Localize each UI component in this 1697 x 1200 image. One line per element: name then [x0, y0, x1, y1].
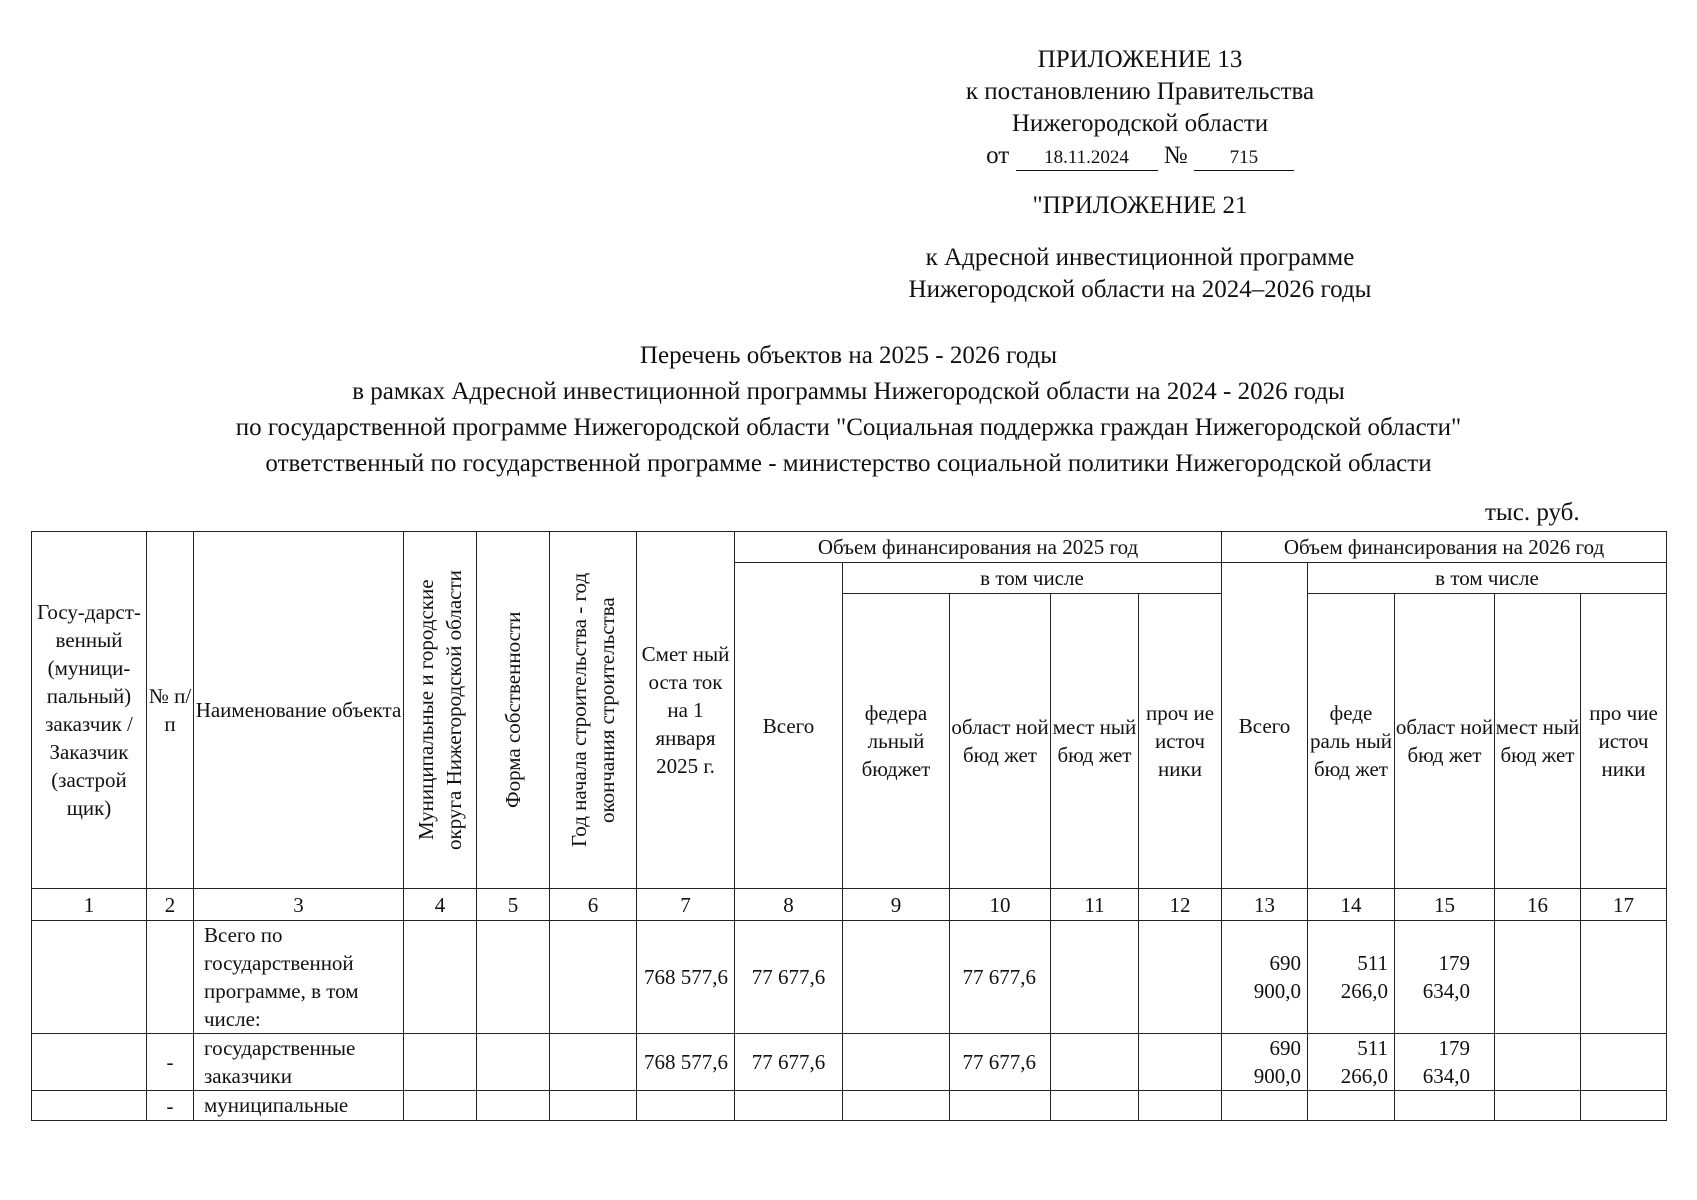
col-number: 4: [404, 889, 477, 921]
decree-date: 18.11.2024: [1016, 146, 1158, 171]
header-row-1: [32, 532, 1667, 563]
cell-value: [843, 1034, 950, 1091]
cell-value: [1051, 1091, 1139, 1121]
col-number: 8: [735, 889, 843, 921]
cell-value: [1495, 921, 1581, 1034]
cell-value: [1222, 1091, 1308, 1121]
col-oth-2026: про чие источ ники: [1581, 594, 1667, 889]
title-line-2: в рамках Адресной инвестиционной программы Нижегородской области на 2024 - 2026 годы: [352, 378, 1345, 405]
cell-value: [1581, 1034, 1667, 1091]
cell-value: [1495, 1034, 1581, 1091]
cell-value: [1051, 1034, 1139, 1091]
col-number: 9: [843, 889, 950, 921]
cell: [32, 1091, 147, 1121]
col-num: № п/п: [147, 532, 194, 889]
cell-value: [1495, 1091, 1581, 1121]
cell-value: [1139, 1034, 1222, 1091]
cell: [477, 1034, 550, 1091]
cell: [550, 921, 637, 1034]
col-number: 5: [477, 889, 550, 921]
cell: -: [147, 1034, 194, 1091]
cell-value: [1051, 921, 1139, 1034]
table-row: [32, 921, 1667, 1034]
col-loc-2025: мест ный бюд жет: [1051, 594, 1139, 889]
program-reference: [900, 242, 1380, 306]
col-reg-2025: област ной бюд жет: [950, 594, 1051, 889]
cell-value: 77 677,6: [950, 1034, 1051, 1091]
cell-value: 690 900,0: [1222, 921, 1308, 1034]
col-number: 11: [1051, 889, 1139, 921]
table-row: [32, 1091, 1667, 1121]
col-reg-2026: област ной бюд жет: [1395, 594, 1495, 889]
cell: -: [147, 1091, 194, 1121]
cell-value: [1581, 1091, 1667, 1121]
cell: [404, 921, 477, 1034]
col-number: 13: [1222, 889, 1308, 921]
decree-number: 715: [1194, 146, 1294, 171]
col-oth-2025: проч ие источ ники: [1139, 594, 1222, 889]
cell-value: [1139, 1091, 1222, 1121]
col-number: 1: [32, 889, 147, 921]
cell-value: 768 577,6: [637, 1034, 735, 1091]
cell: [147, 921, 194, 1034]
cell-value: 179 634,0: [1395, 1034, 1495, 1091]
col-incl-2025: в том числе: [843, 563, 1222, 594]
cell-value: [1395, 1091, 1495, 1121]
from-label: от: [986, 142, 1010, 169]
header-line-2: Нижегородской области: [1011, 110, 1269, 137]
title-line-1: Перечень объектов на 2025 - 2026 годы: [639, 342, 1058, 369]
cell-value: [950, 1091, 1051, 1121]
col-fin-2025: Объем финансирования на 2025 год: [735, 532, 1222, 563]
cell-name: муниципальные: [194, 1091, 404, 1121]
document-header: [900, 44, 1380, 172]
cell-value: [1139, 921, 1222, 1034]
cell: [32, 1034, 147, 1091]
cell-value: 690 900,0: [1222, 1034, 1308, 1091]
document-title: [0, 338, 1697, 482]
cell-value: [1581, 921, 1667, 1034]
cell-value: 77 677,6: [950, 921, 1051, 1034]
unit-label: тыс. руб.: [1485, 499, 1580, 526]
col-number: 3: [194, 889, 404, 921]
col-incl-2026: в том числе: [1308, 563, 1667, 594]
title-line-4: ответственный по государственной программе - министерство социальной политики Нижегородской области: [265, 450, 1432, 477]
cell-value: [1308, 1091, 1395, 1121]
col-number: 16: [1495, 889, 1581, 921]
col-fed-2026: феде раль ный бюд жет: [1308, 594, 1395, 889]
col-fin-2026: Объем финансирования на 2026 год: [1222, 532, 1667, 563]
col-ownership: [477, 532, 550, 889]
appendix-21-title: "ПРИЛОЖЕНИЕ 21: [1032, 192, 1248, 219]
cell: [550, 1091, 637, 1121]
cell-value: [843, 921, 950, 1034]
col-number: 7: [637, 889, 735, 921]
cell-value: [735, 1091, 843, 1121]
cell-value: [843, 1091, 950, 1121]
cell: [404, 1034, 477, 1091]
title-line-3: по государственной программе Нижегородской области "Социальная поддержка граждан Нижегородской области": [235, 414, 1462, 441]
col-fed-2025: федера льный бюджет: [843, 594, 950, 889]
number-label: №: [1163, 142, 1188, 169]
cell-value: 179 634,0: [1395, 921, 1495, 1034]
col-number: 10: [950, 889, 1051, 921]
cell: [477, 921, 550, 1034]
col-years: [550, 532, 637, 889]
col-number: 15: [1395, 889, 1495, 921]
appendix-title: ПРИЛОЖЕНИЕ 13: [1037, 46, 1243, 73]
cell: [550, 1034, 637, 1091]
col-number: 17: [1581, 889, 1667, 921]
cell-value: 77 677,6: [735, 921, 843, 1034]
cell-value: [637, 1091, 735, 1121]
col-loc-2026: мест ный бюд жет: [1495, 594, 1581, 889]
objects-table: [31, 531, 1667, 1121]
cell-value: 511 266,0: [1308, 921, 1395, 1034]
col-years-text: Год начала строительства - год окончания строительства: [567, 572, 619, 848]
col-total-2026: Всего: [1222, 563, 1308, 889]
cell-name: Всего по государственной программе, в том числе:: [194, 921, 404, 1034]
col-number: 14: [1308, 889, 1395, 921]
cell-value: 768 577,6: [637, 921, 735, 1034]
cell: [32, 921, 147, 1034]
col-name: Наименование объекта: [194, 532, 404, 889]
table-row: [32, 1034, 1667, 1091]
cell-name: государственные заказчики: [194, 1034, 404, 1091]
cell: [404, 1091, 477, 1121]
header-line-3: к Адресной инвестиционной программе: [925, 244, 1355, 271]
col-total-2025: Всего: [735, 563, 843, 889]
col-customer: Госу-дарст-венный (муници-пальный) заказчик / Заказчик (застрой щик): [32, 532, 147, 889]
cell-value: 77 677,6: [735, 1034, 843, 1091]
col-number: 2: [147, 889, 194, 921]
header-line-4: Нижегородской области на 2024–2026 годы: [908, 276, 1372, 303]
col-municipal: [404, 532, 477, 889]
col-number: 6: [550, 889, 637, 921]
col-balance: Смет ный оста ток на 1 января 2025 г.: [637, 532, 735, 889]
col-municipal-text: Муниципальные и городские округа Нижегородской области: [414, 570, 466, 850]
decree-line: [900, 140, 1380, 172]
col-number: 12: [1139, 889, 1222, 921]
cell: [477, 1091, 550, 1121]
col-ownership-text: Форма собственности: [501, 611, 525, 809]
header-line-1: к постановлению Правительства: [965, 78, 1315, 105]
cell-value: 511 266,0: [1308, 1034, 1395, 1091]
column-numbers-row: [32, 889, 1667, 921]
